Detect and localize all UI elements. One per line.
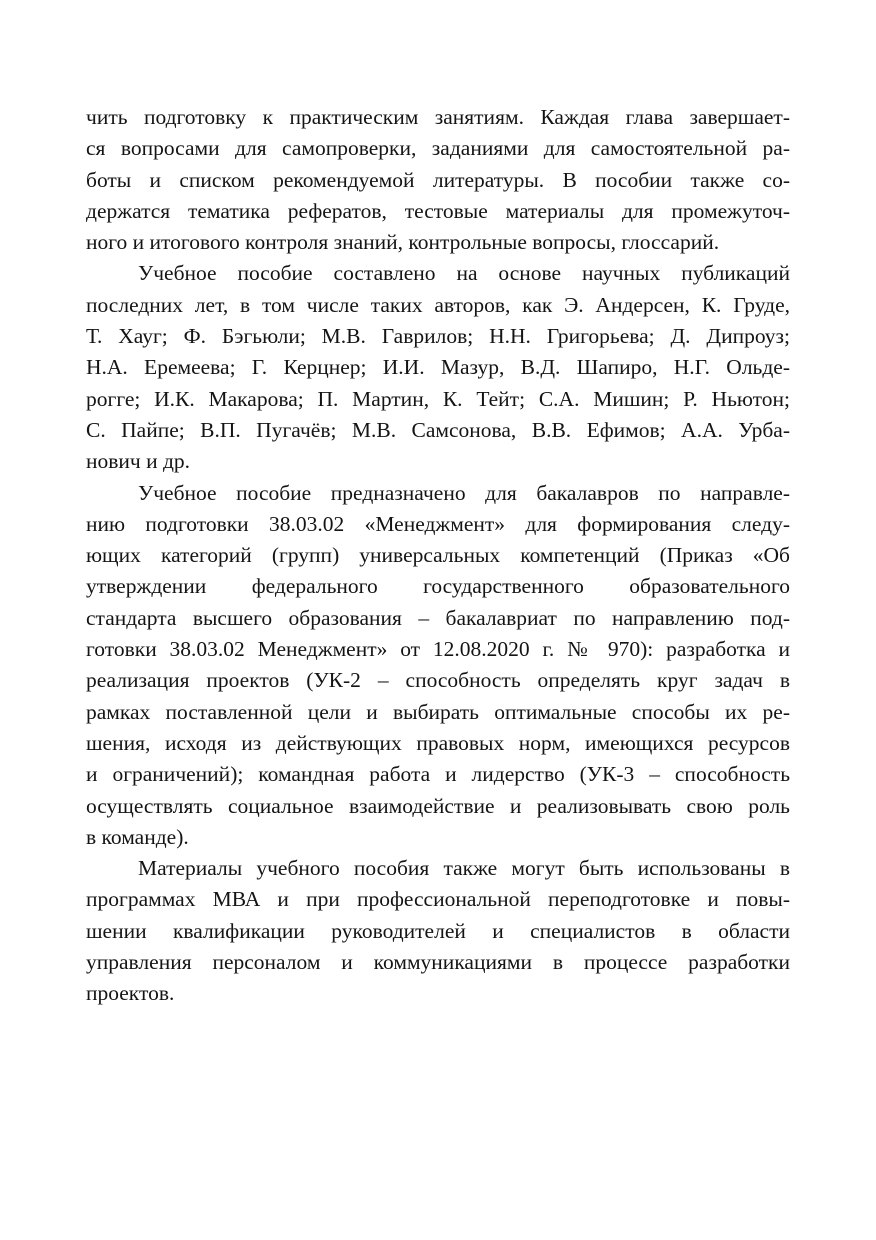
text-line: стандарта высшего образования – бакалавриат по направлению под- — [86, 605, 790, 630]
text-line: ного и итогового контроля знаний, контрольные вопросы, глоссарий. — [86, 230, 720, 255]
text-line: боты и списком рекомендуемой литературы. В пособии также со- — [86, 167, 790, 192]
text-line: Н.А. Еремеева; Г. Керцнер; И.И. Мазур, В.Д. Шапиро, Н.Г. Ольде- — [86, 355, 790, 380]
text-line: шении квалификации руководителей и специалистов в области — [86, 918, 790, 943]
text-line: Т. Хауг; Ф. Бэгьюли; М.В. Гаврилов; Н.Н. Григорьева; Д. Дипроуз; — [86, 324, 790, 349]
text-line: рогге; И.К. Макарова; П. Мартин, К. Тейт; С.А. Мишин; Р. Ньютон; — [86, 386, 790, 411]
text-line: Учебное пособие составлено на основе научных публикаций — [138, 261, 790, 286]
paragraph — [86, 102, 790, 258]
text-line: и ограничений); командная работа и лидерство (УК-3 – способность — [86, 762, 790, 787]
paragraph — [86, 258, 790, 477]
text-line: ся вопросами для самопроверки, заданиями для самостоятельной ра- — [86, 136, 790, 161]
text-line: реализация проектов (УК-2 – способность определять круг задач в — [86, 668, 790, 693]
document-page — [86, 102, 790, 1010]
text-line: С. Пайпе; В.П. Пугачёв; М.В. Самсонова, В.В. Ефимов; А.А. Урба- — [86, 417, 790, 442]
text-line: утверждении федерального государственного образовательного — [86, 574, 790, 599]
text-line: Материалы учебного пособия также могут быть использованы в — [138, 856, 790, 881]
text-line: держатся тематика рефератов, тестовые материалы для промежуточ- — [86, 198, 790, 223]
text-line: управления персоналом и коммуникациями в процессе разработки — [86, 950, 790, 975]
text-line: готовки 38.03.02 Менеджмент» от 12.08.2020 г. № 970): разработка и — [86, 637, 790, 662]
paragraph — [86, 853, 790, 1009]
text-line: Учебное пособие предназначено для бакалавров по направле- — [138, 480, 790, 505]
text-line: шения, исходя из действующих правовых норм, имеющихся ресурсов — [86, 730, 790, 755]
text-line: ющих категорий (групп) универсальных компетенций (Приказ «Об — [86, 543, 790, 568]
text-line: проектов. — [86, 981, 175, 1006]
text-line: программах МВА и при профессиональной переподготовке и повы- — [86, 887, 790, 912]
paragraph — [86, 478, 790, 854]
text-line: рамках поставленной цели и выбирать оптимальные способы их ре- — [86, 699, 790, 724]
text-line: осуществлять социальное взаимодействие и реализовывать свою роль — [86, 793, 790, 818]
text-line: в команде). — [86, 824, 189, 849]
text-line: нию подготовки 38.03.02 «Менеджмент» для формирования следу- — [86, 511, 790, 536]
text-line: чить подготовку к практическим занятиям. Каждая глава завершает- — [86, 105, 790, 129]
text-line: нович и др. — [86, 449, 191, 474]
text-line: последних лет, в том числе таких авторов, как Э. Андерсен, К. Груде, — [86, 292, 790, 317]
